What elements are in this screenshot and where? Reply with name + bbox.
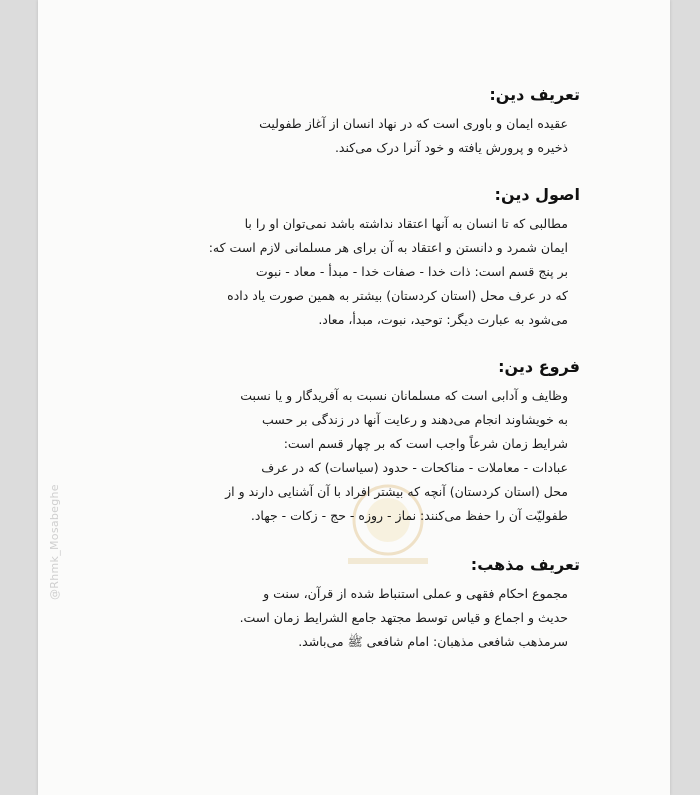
text-line: سرمذهب شافعی مذهبان: امام شافعی ﷺ می‌باشد. (298, 634, 568, 649)
section-heading: تعریف دین: (489, 85, 580, 104)
text-line: شرایط زمان شرعاً واجب است که بر چهار قسم است: (283, 436, 568, 451)
text-line: عقیده ایمان و باوری است که در نهاد انسان از آغاز طفولیت (259, 116, 568, 131)
text-line: مجموع احکام فقهی و عملی استنباط شده از قرآن، سنت و (263, 586, 568, 601)
text-line: که در عرف محل (استان کردستان) بیشتر به همین صورت یاد داده (227, 288, 568, 303)
section-heading: تعریف مذهب: (470, 555, 580, 574)
text-line: حدیث و اجماع و قیاس توسط مجتهد جامع الشرایط زمان است. (239, 610, 568, 625)
document-page (38, 0, 670, 795)
section-paragraph (80, 384, 568, 528)
section-paragraph (80, 582, 568, 654)
section-heading: اصول دین: (494, 185, 580, 204)
text-line: عبادات - معاملات - مناکحات - حدود (سیاسات) که در عرف (261, 460, 568, 475)
section-paragraph (80, 212, 568, 332)
document-content (80, 82, 580, 666)
section-religion-definition (80, 82, 580, 160)
text-line: می‌شود به عبارت دیگر: توحید، نبوت، مبدأ، معاد. (318, 312, 568, 327)
section-paragraph (80, 112, 568, 160)
text-line: محل (استان کردستان) آنچه که بیشتر افراد با آن آشنایی دارند و از (225, 484, 568, 499)
text-line: بر پنج قسم است: ذات خدا - صفات خدا - مبدأ - معاد - نبوت (255, 264, 568, 279)
text-line: وظایف و آدابی است که مسلمانان نسبت به آفریدگار و یا نسبت (240, 388, 568, 403)
section-branches-of-religion (80, 354, 580, 528)
watermark-text: @Rhmk_Mosabeghe (48, 484, 61, 600)
section-heading: فروع دین: (498, 357, 580, 376)
text-line: طفولیّت آن را حفظ می‌کنند: نماز - روزه - حج - زکات - جهاد. (250, 508, 568, 523)
section-principles-of-religion (80, 182, 580, 332)
text-line: ذخیره و پرورش یافته و خود آنرا درک می‌کند. (334, 140, 568, 155)
text-line: به خویشاوند انجام می‌دهند و رعایت آنها در زندگی بر حسب (262, 412, 568, 427)
text-line: مطالبی که تا انسان به آنها اعتقاد نداشته باشد نمی‌توان او را با (244, 216, 568, 231)
section-madhhab-definition (80, 552, 580, 654)
text-line: ایمان شمرد و دانستن و اعتقاد به آن برای هر مسلمانی لازم است که: (208, 240, 568, 255)
